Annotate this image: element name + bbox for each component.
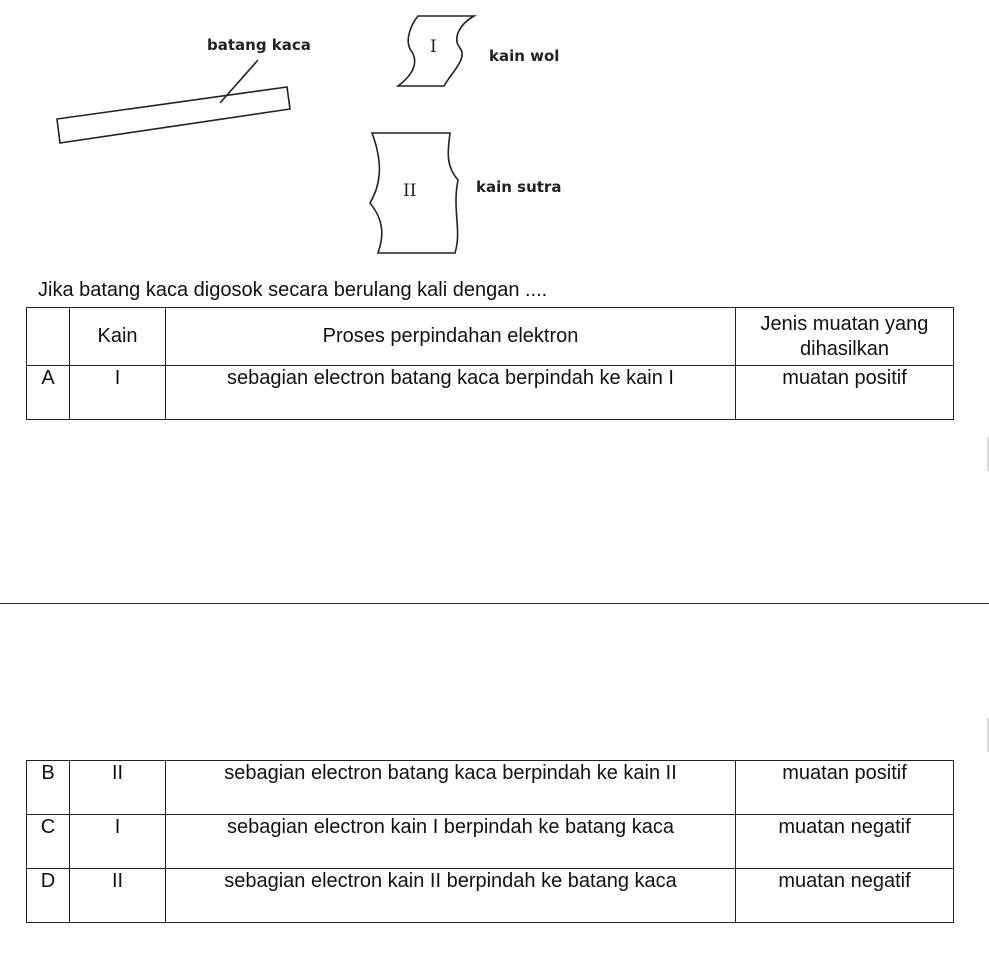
- table-row-option-c[interactable]: [27, 815, 954, 869]
- option-letter[interactable]: D: [27, 869, 70, 923]
- option-jenis: muatan negatif: [736, 815, 954, 869]
- header-proses: Proses perpindahan elektron: [166, 308, 736, 366]
- option-kain: I: [70, 366, 166, 420]
- header-option: [27, 308, 70, 366]
- option-jenis: muatan positif: [736, 761, 954, 815]
- table-header-row: [27, 308, 954, 366]
- option-letter[interactable]: C: [27, 815, 70, 869]
- option-jenis: muatan positif: [736, 366, 954, 420]
- table-row-option-a[interactable]: [27, 366, 954, 420]
- option-kain: II: [70, 869, 166, 923]
- option-proses: sebagian electron batang kaca berpindah ke kain I: [166, 366, 736, 420]
- option-proses: sebagian electron batang kaca berpindah ke kain II: [166, 761, 736, 815]
- page-separator: [0, 603, 989, 604]
- table-row-option-d[interactable]: [27, 869, 954, 923]
- option-proses: sebagian electron kain I berpindah ke batang kaca: [166, 815, 736, 869]
- silk-label: kain sutra: [476, 178, 562, 196]
- rod-label: batang kaca: [207, 36, 311, 54]
- glass-rod: [57, 87, 290, 143]
- header-kain: Kain: [70, 308, 166, 366]
- wool-roman-label: I: [430, 37, 437, 57]
- option-letter[interactable]: B: [27, 761, 70, 815]
- table-row-option-b[interactable]: [27, 761, 954, 815]
- silk-roman-label: II: [403, 181, 417, 201]
- options-table-bottom: [26, 760, 954, 923]
- option-letter[interactable]: A: [27, 366, 70, 420]
- option-proses: sebagian electron kain II berpindah ke batang kaca: [166, 869, 736, 923]
- option-kain: II: [70, 761, 166, 815]
- figure: [0, 0, 989, 290]
- wool-label: kain wol: [489, 47, 560, 65]
- option-jenis: muatan negatif: [736, 869, 954, 923]
- options-table-top: [26, 307, 954, 420]
- figure-drawing: [0, 0, 989, 290]
- question-text: Jika batang kaca digosok secara berulang kali dengan ....: [38, 279, 548, 301]
- option-kain: I: [70, 815, 166, 869]
- header-jenis: Jenis muatan yang dihasilkan: [736, 308, 954, 366]
